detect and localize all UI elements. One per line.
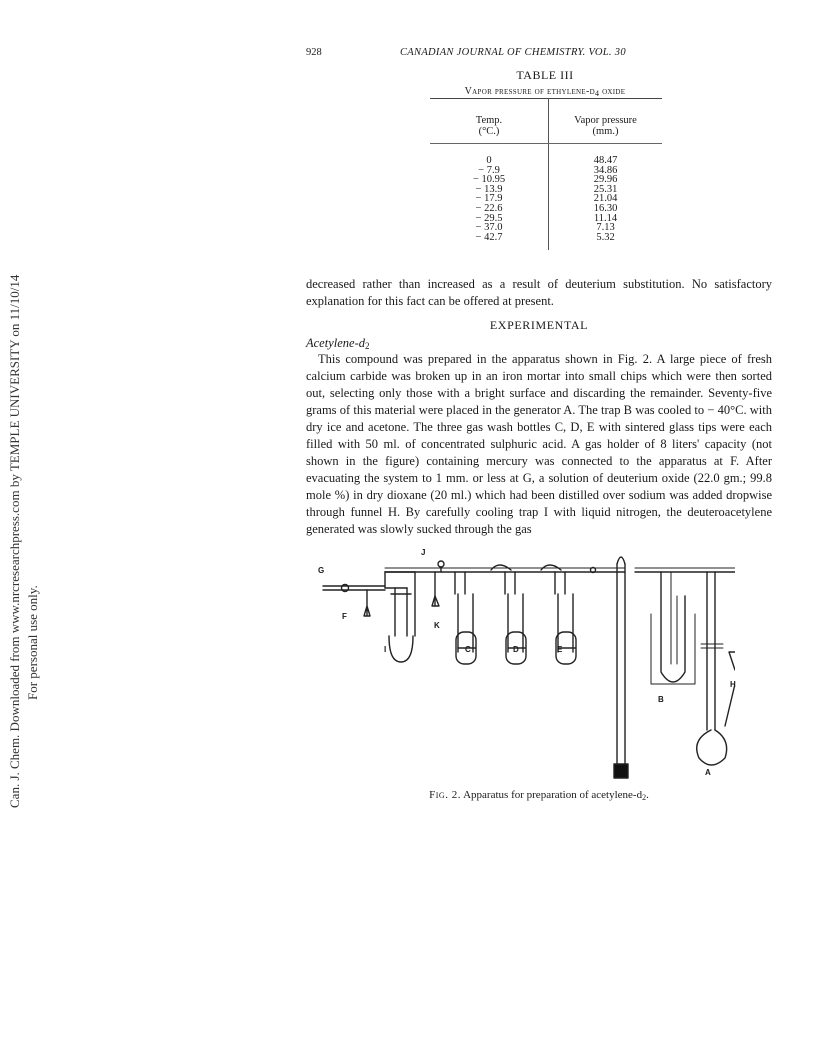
pressure-cell: 29.96	[593, 174, 618, 186]
temp-cell: − 7.9	[430, 166, 549, 176]
pressure-header-label: Vapor pressure	[574, 115, 637, 126]
table-row	[430, 175, 662, 185]
figure-caption-subscript: 2	[642, 793, 647, 802]
table-row	[430, 166, 662, 176]
figure-caption-label: Fig. 2.	[429, 789, 461, 801]
table-caption-main: Vapor pressure of ethylene-d	[464, 86, 595, 97]
stopcock-j	[438, 561, 444, 567]
temp-column-header	[430, 99, 549, 144]
label-g: G	[318, 566, 325, 575]
table-row	[430, 233, 662, 251]
body-paragraph-2: This compound was prepared in the apparatus shown in Fig. 2. A large piece of fresh calcium carbide was broken up in an iron mortar into small chips which were then sorted out, selecting only those with a bright surface and discarding the remainder. Seventy-five grams of this material were placed in the generator A. The trap B was cooled to − 40°C. with dry ice and acetone. The three gas wash bottles C, D, E with sintered glass tips were each filled with 50 ml. of concentrated sulphuric acid. A gas holder of 8 liters' capacity (not shown in the figure) containing mercury was connected to the apparatus at F. After evacuating the system to 1 mm. or less at G, a solution of deuterium oxide (22.0 gm.; 99.8 mole %) in dry dioxane (20 ml.) which had been distilled over sodium was added dropwise through funnel H. By carefully cooling trap I with liquid nitrogen, the deuteroacetylene generated was slowly sucked through the gas	[306, 352, 772, 536]
page-number: 928	[306, 47, 322, 58]
pressure-cell: 16.30	[593, 202, 618, 214]
temp-header-label: Temp.	[475, 115, 503, 126]
apparatus-diagram	[315, 544, 735, 784]
table-row	[430, 194, 662, 204]
pressure-column-header	[549, 99, 663, 144]
temp-header-unit: (°C.)	[478, 126, 500, 137]
download-watermark	[4, 270, 44, 810]
label-d: D	[513, 645, 519, 654]
section-heading: EXPERIMENTAL	[489, 318, 589, 332]
table-caption-end: oxide	[599, 86, 626, 97]
temp-cell: − 10.95	[430, 175, 549, 185]
table-iii	[420, 68, 670, 243]
label-h: H	[730, 680, 736, 689]
table-caption-subscript: 4	[594, 89, 600, 98]
temp-cell: − 37.0	[430, 223, 549, 233]
download-notice-line: Can. J. Chem. Downloaded from www.nrcresearchpress.com by TEMPLE UNIVERSITY on 11/10/14	[7, 274, 22, 808]
figure-caption-text: Apparatus for preparation of acetylene-d	[463, 789, 643, 801]
temp-cell: 0	[430, 144, 549, 166]
pressure-cell: 5.32	[596, 231, 615, 243]
label-j: J	[421, 548, 426, 557]
pressure-cell: 25.31	[593, 183, 618, 195]
table-row	[430, 185, 662, 195]
temp-cell: − 13.9	[430, 185, 549, 195]
pressure-cell: 34.86	[593, 164, 618, 176]
label-a: A	[705, 768, 711, 777]
temp-cell: − 29.5	[430, 214, 549, 224]
label-e: E	[557, 645, 563, 654]
figure-caption-end: .	[646, 789, 649, 801]
pressure-cell: 21.04	[593, 193, 618, 205]
subsection-heading-main: Acetylene-d	[306, 336, 365, 350]
table-header-row	[430, 99, 662, 144]
pressure-cell: 11.14	[593, 212, 618, 224]
figure-2-apparatus	[315, 544, 735, 784]
journal-title: CANADIAN JOURNAL OF CHEMISTRY. VOL. 30	[400, 47, 626, 58]
vapor-pressure-table	[430, 98, 662, 250]
label-c: C	[465, 645, 471, 654]
label-k: K	[434, 621, 440, 630]
subsection-heading	[306, 336, 369, 351]
table-row	[430, 223, 662, 233]
table-row	[430, 204, 662, 214]
table-caption	[420, 86, 670, 98]
table-row	[430, 214, 662, 224]
temp-cell: − 17.9	[430, 194, 549, 204]
label-f: F	[342, 612, 347, 621]
body-paragraph-1: decreased rather than increased as a result of deuterium substitution. No satisfactory explanation for this fact can be offered at present.	[306, 277, 772, 308]
subsection-heading-subscript: 2	[364, 341, 370, 351]
pressure-header-unit: (mm.)	[592, 126, 619, 137]
pressure-cell: 7.13	[596, 222, 615, 234]
label-b: B	[658, 695, 664, 704]
table-title: TABLE III	[516, 68, 574, 82]
table-row	[430, 144, 662, 166]
pressure-cell: 48.47	[593, 155, 618, 166]
figure-caption	[306, 789, 772, 802]
temp-cell: − 22.6	[430, 204, 549, 214]
label-i: I	[384, 645, 387, 654]
temp-cell: − 42.7	[430, 233, 549, 251]
personal-use-notice: For personal use only.	[25, 585, 40, 700]
